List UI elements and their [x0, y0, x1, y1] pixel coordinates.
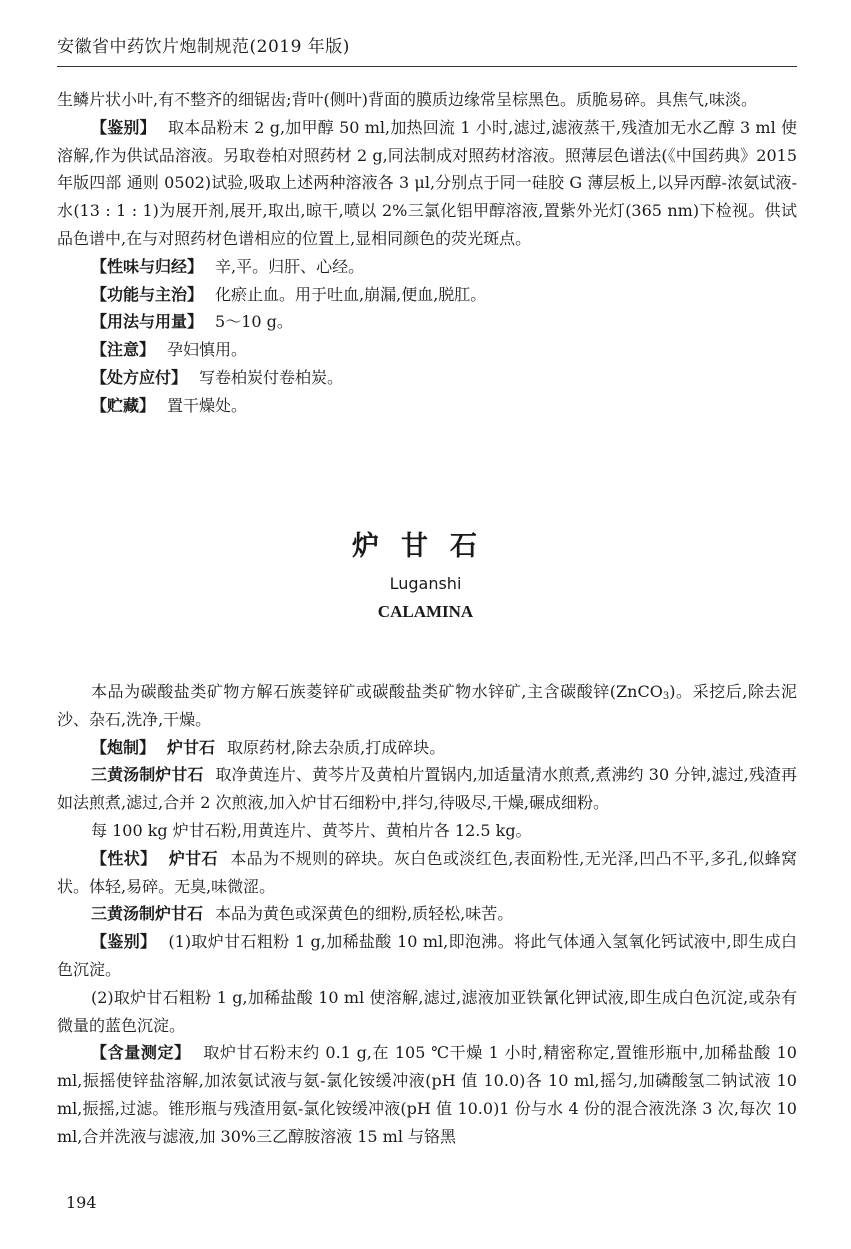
- intro-text: 本品为碳酸盐类矿物方解石族菱锌矿或碳酸盐类矿物水锌矿,主含碳酸锌(ZnCO: [91, 682, 663, 701]
- processing-item2-text: 取净黄连片、黄芩片及黄柏片置锅内,加适量清水煎煮,煮沸约 30 分钟,滤过,残渣再如法煎煮,滤过,合并 2 次煎液,加入炉甘石细粉中,拌匀,待吸尽,干燥,碾成细粉。: [57, 765, 797, 813]
- processing-ratio-paragraph: 每 100 kg 炉甘石粉,用黄连片、黄芩片、黄柏片各 12.5 kg。: [91, 820, 532, 840]
- intro-paragraph: [57, 678, 797, 734]
- intro-text-end: )。采挖后,除去泥沙、杂石,洗净,干燥。: [57, 682, 797, 729]
- processing-item1-name: 炉甘石: [167, 737, 216, 757]
- property-text: 辛,平。归肝、心经。: [215, 256, 365, 276]
- processing-item1-text: 取原药材,除去杂质,打成碎块。: [227, 737, 446, 757]
- assay-paragraph: [57, 1039, 797, 1150]
- monograph-body: [57, 678, 797, 1151]
- character-item1-text: 本品为不规则的碎块。灰白色或淡红色,表面粉性,无光泽,凹凸不平,多孔,似蜂窝状。体轻,易碎。无臭,味微涩。: [57, 848, 797, 896]
- previous-monograph-section: [57, 86, 797, 420]
- identification-label: 【鉴别】: [91, 117, 156, 137]
- prescription-text: 写卷柏炭付卷柏炭。: [199, 367, 344, 387]
- intro-subscript: 3: [662, 691, 670, 702]
- caution-paragraph: [57, 336, 797, 364]
- character-paragraph: [57, 845, 797, 901]
- usage-label: 【用法与用量】: [91, 312, 204, 332]
- caution-text: 孕妇慎用。: [167, 340, 248, 360]
- property-paragraph: [57, 253, 797, 281]
- function-paragraph: [57, 281, 797, 309]
- monograph-title: 炉甘石: [352, 531, 499, 562]
- identification-paragraph: [57, 114, 797, 253]
- processing-item2-name: 三黄汤制炉甘石: [91, 765, 204, 785]
- storage-paragraph: [57, 392, 797, 420]
- assay-text: 取炉甘石粉末约 0.1 g,在 105 ℃干燥 1 小时,精密称定,置锥形瓶中,加稀盐酸 10 ml,振摇使锌盐溶解,加浓氨试液与氨-氯化铵缓冲液(pH 值 10.0)各 10 ml,摇匀,加磷酸氢二钠试液 10 ml,振摇,过滤。锥形瓶与残渣用氨-氯化铵缓冲液(pH 值 10.0)1 份与水 4 份的混合液洗涤 3 次,每次 10 ml,合并洗液与滤液,加 30%三乙醇胺溶液 15 ml 与铬黑: [57, 1043, 797, 1146]
- monograph-latin-name: CALAMINA: [377, 602, 474, 621]
- prescription-paragraph: [57, 364, 797, 392]
- monograph-identification-paragraph: [57, 928, 797, 984]
- monograph-identification-text1: (1)取炉甘石粗粉 1 g,加稀盐酸 10 ml,即泡沸。将此气体通入氢氧化钙试液中,即生成白色沉淀。: [57, 932, 797, 979]
- function-text: 化瘀止血。用于吐血,崩漏,便血,脱肛。: [215, 284, 487, 304]
- character-item2-name: 三黄汤制炉甘石: [91, 904, 204, 924]
- processing-item2-paragraph: [57, 761, 797, 817]
- character-item2-paragraph: [57, 900, 797, 928]
- monograph-identification-label: 【鉴别】: [91, 932, 157, 952]
- usage-text: 5～10 g。: [215, 312, 293, 332]
- property-label: 【性味与归经】: [91, 256, 204, 276]
- monograph-pinyin: Luganshi: [389, 574, 462, 593]
- character-item1-name: 炉甘石: [168, 848, 218, 868]
- function-label: 【功能与主治】: [91, 284, 204, 304]
- usage-paragraph: [57, 308, 797, 336]
- identification-text: 取本品粉末 2 g,加甲醇 50 ml,加热回流 1 小时,滤过,滤液蒸干,残渣加无水乙醇 3 ml 使溶解,作为供试品溶液。另取卷柏对照药材 2 g,同法制成对照药材溶液。照薄层色谱法(《中国药典》2015 年版四部 通则 0502)试验,吸取上述两种溶液各 3 μl,分别点于同一硅胶 G 薄层板上,以异丙醇-浓氨试液-水(13 : 1 : 1)为展开剂,展开,取出,晾干,喷以 2%三氯化铝甲醇溶液,置紫外光灯(365 nm)下检视。供试品色谱中,在与对照药材色谱相应的位置上,显相同颜色的荧光斑点。: [57, 117, 797, 248]
- running-header: 安徽省中药饮片炮制规范(2019 年版): [57, 37, 350, 57]
- prescription-label: 【处方应付】: [91, 367, 188, 387]
- storage-text: 置干燥处。: [167, 395, 248, 415]
- caution-label: 【注意】: [91, 340, 156, 360]
- page-number: 194: [66, 1193, 97, 1212]
- header-rule: [57, 66, 797, 67]
- storage-label: 【贮藏】: [91, 395, 156, 415]
- processing-label: 【炮制】: [91, 737, 156, 757]
- monograph-identification-paragraph-2: (2)取炉甘石粗粉 1 g,加稀盐酸 10 ml 使溶解,滤过,滤液加亚铁氰化钾试液,即生成白色沉淀,或杂有微量的蓝色沉淀。: [57, 987, 797, 1035]
- processing-paragraph: [57, 734, 797, 762]
- assay-label: 【含量测定】: [91, 1043, 191, 1063]
- character-label: 【性状】: [91, 848, 157, 868]
- continuation-paragraph: 生鳞片状小叶,有不整齐的细锯齿;背叶(侧叶)背面的膜质边缘常呈棕黑色。质脆易碎。具焦气,味淡。: [57, 90, 758, 109]
- character-item2-text: 本品为黄色或深黄色的细粉,质轻松,味苦。: [215, 904, 514, 924]
